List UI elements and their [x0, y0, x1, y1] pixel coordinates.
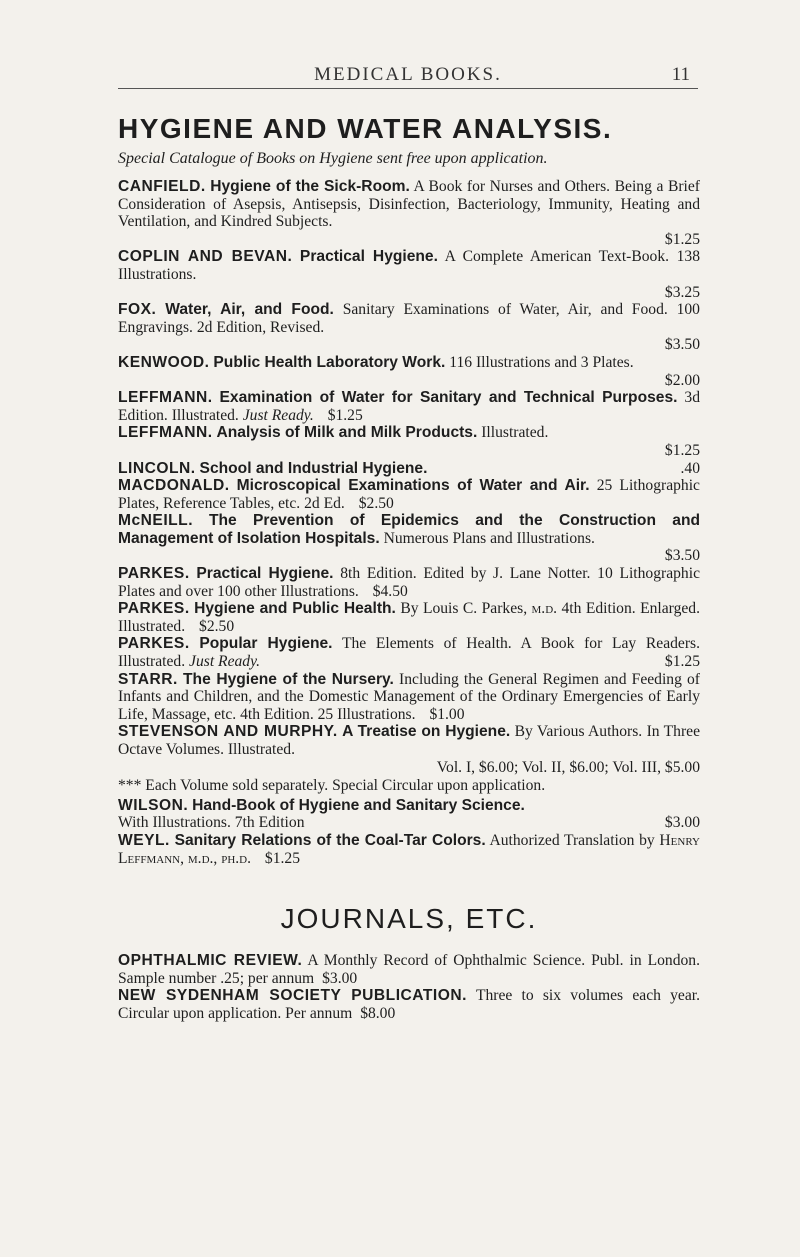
- running-head-title: MEDICAL BOOKS.: [314, 64, 502, 85]
- journals-section: [118, 902, 700, 1022]
- journal-entry-ophthalmic-review: [118, 952, 700, 987]
- hygiene-section: [118, 112, 700, 867]
- entry-price: $3.50: [664, 336, 700, 354]
- entry-price: $3.00: [664, 814, 700, 832]
- entry-description: The Elements of Health. A Book for Lay Readers. Illustrated.: [118, 635, 700, 671]
- book-entry-starr: [118, 671, 700, 724]
- entry-author: LINCOLN.: [118, 459, 196, 477]
- book-entry-fox: [118, 301, 700, 354]
- entry-description: Including the General Regimen and Feeding of Infants and Children, and the Domestic Management of the Ordinary Emergencies of Early Life, Massage, etc. 4th Edition. 25 Illustrations.: [118, 670, 700, 723]
- entry-title: Hygiene and Public Health.: [194, 600, 396, 618]
- entry-title: Hygiene of the Sick-Room.: [210, 178, 410, 195]
- book-entry-parkes-public-health: [118, 600, 700, 635]
- entry-title: Microscopical Examinations of Water and Air.: [236, 477, 590, 495]
- entry-description: 25 Lithographic Plates, Reference Tables, etc. 2d Ed.: [118, 477, 700, 512]
- entry-author: LEFFMANN.: [118, 424, 213, 442]
- entry-price: $2.50: [358, 494, 394, 512]
- book-entry-canfield: [118, 178, 700, 248]
- entry-title: Hand-Book of Hygiene and Sanitary Science.: [192, 796, 525, 814]
- entry-description: Illustrated.: [481, 424, 549, 442]
- entry-price: $1.25: [664, 441, 700, 459]
- entry-author: McNEILL.: [118, 512, 194, 530]
- section-title: HYGIENE AND WATER ANALYSIS.: [118, 113, 613, 144]
- book-entry-kenwood: [118, 354, 700, 389]
- book-entry-leffmann-water: [118, 389, 700, 424]
- entry-title: Water, Air, and Food.: [165, 301, 334, 319]
- book-entry-weyl: [118, 832, 700, 867]
- entry-description: Three to six volumes each year. Circular upon application. Per annum: [118, 987, 701, 1022]
- entry-price: $2.00: [664, 371, 700, 389]
- entry-author: MACDONALD.: [118, 477, 230, 495]
- entry-title: Analysis of Milk and Milk Products.: [216, 424, 478, 442]
- entry-price: $4.50: [372, 582, 408, 600]
- entry-price: $1.25: [327, 406, 363, 424]
- entry-price: $8.00: [360, 1004, 396, 1022]
- entry-price: $3.50: [664, 547, 700, 565]
- entry-price: $1.00: [429, 705, 465, 723]
- entry-description: A Complete American Text-Book. 138 Illustrations.: [118, 248, 700, 283]
- entry-author: COPLIN AND BEVAN.: [118, 248, 293, 266]
- entry-author: STEVENSON AND MURPHY.: [118, 723, 338, 741]
- book-entry-leffmann-milk: [118, 424, 700, 459]
- entry-author: CANFIELD.: [118, 178, 206, 195]
- section-subtitle: Special Catalogue of Books on Hygiene sent free upon application.: [118, 150, 548, 167]
- entry-translator: Henry Leffmann, m.d., ph.d.: [118, 831, 701, 867]
- entry-description: A Book for Nurses and Others. Being a Brief Consideration of Asepsis, Antisepsis, Disinfection, Bacteriology, Immunity, Heating and Ventilation, and Kindred Subjects.: [118, 178, 700, 231]
- entry-description: A Monthly Record of Ophthalmic Science. Publ. in London. Sample number .25; per annum: [118, 952, 700, 987]
- entry-title: Public Health Laboratory Work.: [213, 353, 446, 371]
- running-head: [118, 62, 698, 89]
- page-number: 11: [671, 64, 690, 85]
- entry-description: 8th Edition. Edited by J. Lane Notter. 10 Lithographic Plates and over 100 other Illustrations.: [118, 565, 700, 600]
- entry-title: Sanitary Relations of the Coal-Tar Colors.: [174, 831, 486, 849]
- entry-description: 3d Edition. Illustrated.: [118, 389, 700, 424]
- entry-ready-note: Just Ready.: [189, 653, 261, 671]
- entry-title: Examination of Water for Sanitary and Technical Purposes.: [219, 389, 678, 407]
- entry-author: PARKES.: [118, 635, 190, 653]
- entry-price: $1.25: [664, 230, 700, 248]
- journal-entry-new-sydenham: [118, 987, 700, 1022]
- entry-author: LEFFMANN.: [118, 389, 213, 407]
- entry-description: With Illustrations. 7th Edition: [118, 814, 305, 832]
- entry-title: Practical Hygiene.: [299, 248, 438, 266]
- entry-author: OPHTHALMIC REVIEW.: [118, 952, 303, 969]
- entry-author: FOX.: [118, 301, 157, 319]
- entry-description: Numerous Plans and Illustrations.: [383, 529, 595, 547]
- entry-author: WILSON.: [118, 796, 189, 814]
- entry-description: Sanitary Examinations of Water, Air, and Food. 100 Engravings. 2d Edition, Revised.: [118, 301, 700, 336]
- entry-author: PARKES.: [118, 565, 190, 583]
- entry-title: Practical Hygiene.: [196, 565, 334, 583]
- book-entry-coplin: [118, 248, 700, 301]
- entry-description: 4th Edition. Enlarged. Illustrated.: [118, 600, 700, 635]
- entry-price: $2.50: [199, 617, 235, 635]
- book-entry-wilson: [118, 797, 700, 832]
- entry-author: WEYL.: [118, 831, 170, 849]
- book-entry-mcneill: [118, 512, 700, 565]
- entry-byline: By Louis C. Parkes,: [400, 600, 528, 618]
- entry-author: STARR.: [118, 670, 178, 688]
- entry-title: Popular Hygiene.: [199, 635, 333, 653]
- entry-ready-note: Just Ready.: [242, 406, 314, 424]
- entry-price: $1.25: [664, 653, 700, 671]
- entry-price: $3.25: [664, 283, 700, 301]
- entry-author: PARKES.: [118, 600, 190, 618]
- entry-author: NEW SYDENHAM SOCIETY PUBLICATION.: [118, 987, 467, 1005]
- entry-degree: m.d.: [531, 600, 558, 618]
- entry-note: *** Each Volume sold separately. Special Circular upon application.: [118, 777, 546, 795]
- section-title: JOURNALS, ETC.: [280, 903, 538, 934]
- book-entry-parkes-popular: [118, 635, 700, 670]
- entry-title: A Treatise on Hygiene.: [342, 723, 511, 741]
- book-entry-macdonald: [118, 477, 700, 512]
- book-entry-stevenson-murphy: [118, 723, 700, 794]
- entry-description: Authorized Translation by: [489, 831, 655, 849]
- entry-author: KENWOOD.: [118, 353, 210, 371]
- entry-description: By Various Authors. In Three Octave Volumes. Illustrated.: [118, 723, 701, 758]
- entry-description: 116 Illustrations and 3 Plates.: [449, 353, 634, 371]
- entry-title: School and Industrial Hygiene.: [199, 459, 428, 477]
- entry-volume-prices: Vol. I, $6.00; Vol. II, $6.00; Vol. III, $5.00: [436, 758, 700, 776]
- entry-title: The Prevention of Epidemics and the Construction and Management of Isolation Hospitals.: [118, 512, 700, 547]
- book-entry-parkes-practical: [118, 565, 700, 600]
- entry-title: The Hygiene of the Nursery.: [183, 670, 394, 688]
- entry-price: $1.25: [264, 849, 301, 867]
- entry-price: $3.00: [322, 969, 358, 987]
- entry-price: .40: [680, 459, 700, 477]
- book-entry-lincoln: [118, 460, 700, 478]
